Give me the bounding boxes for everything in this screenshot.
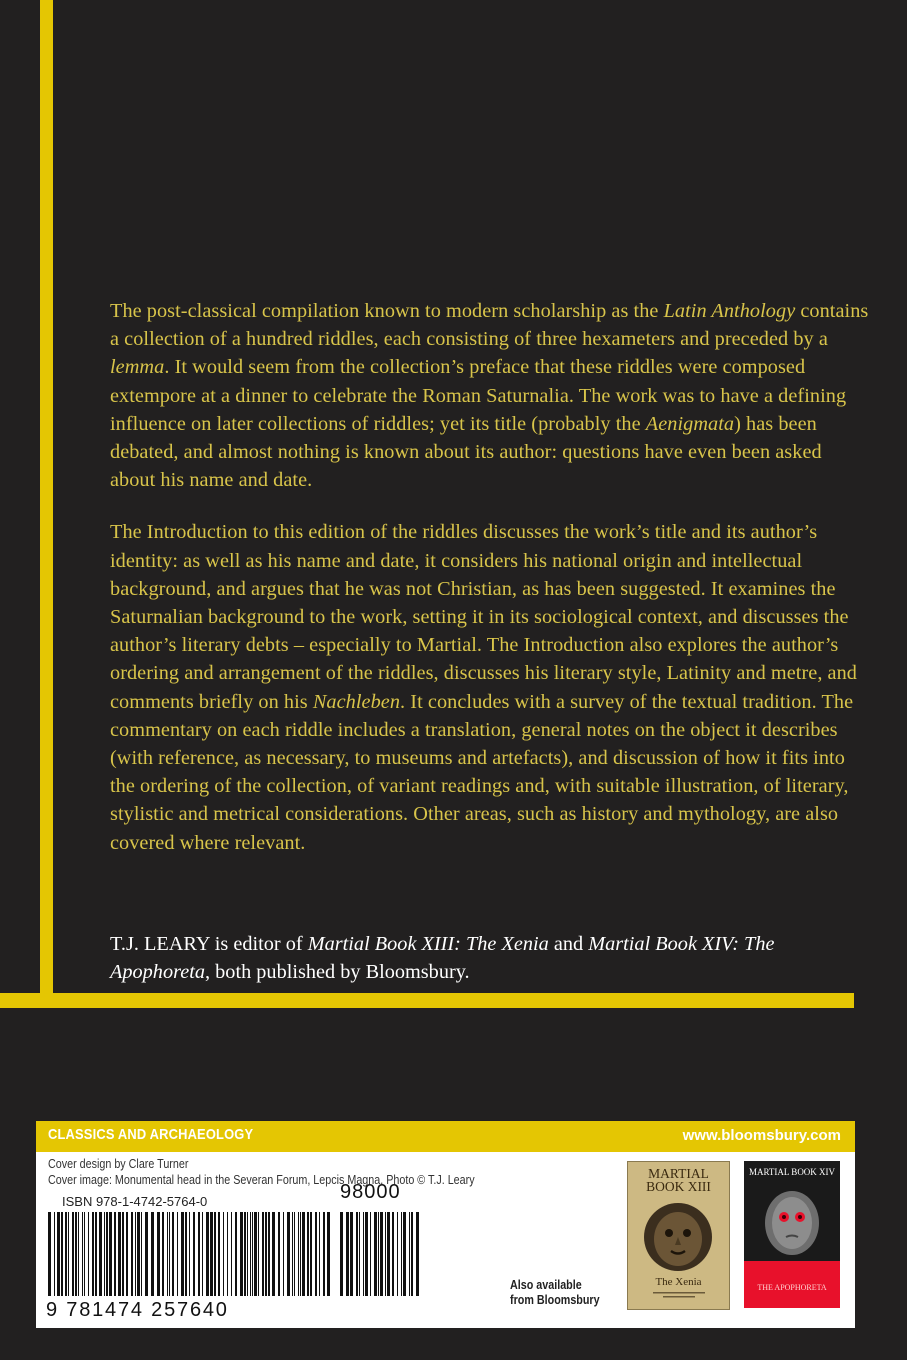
barcode-bar [126,1212,128,1296]
italic-term: lemma [110,356,165,379]
price-barcode-image [338,1212,422,1296]
frame-vertical-bar [40,0,53,1008]
also-available-line-1: Also available [510,1278,582,1292]
barcode-bar [189,1212,190,1296]
text-run: The post-classical compilation known to modern scholarship as the [110,300,664,322]
barcode-bar [327,1212,330,1296]
barcode-bar [202,1212,203,1296]
barcode-bar [72,1212,74,1296]
book-xiii-title-line-2: BOOK XIII [646,1179,711,1194]
barcode-bar [244,1212,246,1296]
barcode-bar [416,1212,419,1296]
barcode-bar [292,1212,293,1296]
text-run: The Introduction to this edition of the riddles discusses the work’s title and its author’s identity: as well as his name and date, it considers his national origin and intellectual background, and argues that he was not Christian, as has been suggested. It examines the Saturnalian background to the work, setting it in its sociological context, and discusses the author’s literary debts – especially to Martial. The Introduction also explores the author’s ordering and arrangement of the riddles, discusses his literary style, Latinity and metre, and comments briefly on his [110,521,857,713]
barcode-bar [378,1212,379,1296]
barcode-bar [137,1212,140,1296]
barcode-bar [141,1212,142,1296]
barcode-bar [374,1212,377,1296]
blurb-paragraph-1 [110,297,870,494]
text-run: . It would seem from the collection’s preface that these riddles were composed extempore at a dinner to celebrate the Roman Saturnalia. The work was to have a defining influence on later collections of riddles; yet its title (probably the [110,356,847,435]
barcode-bar [397,1212,398,1296]
barcode-bar [268,1212,270,1296]
barcode-bar [310,1212,312,1296]
barcode-bar [57,1212,60,1296]
barcode-bar [258,1212,259,1296]
barcode-bar [346,1212,349,1296]
barcode-bar [135,1212,136,1296]
barcode-bar [392,1212,394,1296]
barcode-bar [177,1212,178,1296]
barcode-image [46,1212,332,1296]
book-xiii-subtitle: The Xenia [655,1276,702,1288]
barcode-bar [75,1212,77,1296]
barcode-bar [298,1212,299,1296]
text-run: and [548,933,589,955]
italic-term: Martial Book XIII: The Xenia [307,933,549,955]
barcode-bar [300,1212,301,1296]
barcode-bar [356,1212,358,1296]
barcode-bar [214,1212,216,1296]
barcode-bar [122,1212,124,1296]
barcode-bar [218,1212,220,1296]
barcode-bar [88,1212,89,1296]
barcode-bar [223,1212,224,1296]
barcode-bar [359,1212,360,1296]
text-run: ) has been debated, and almost nothing is known about its author: questions have even been asked about his name and date. [110,412,822,492]
author-bio [110,930,870,986]
barcode-bar [210,1212,213,1296]
category-band [36,1121,855,1152]
barcode-bar [151,1212,154,1296]
barcode-bar [350,1212,353,1296]
barcode-bar [157,1212,160,1296]
barcode-bar [104,1212,105,1296]
barcode-bar [185,1212,187,1296]
blurb [110,297,870,881]
barcode-bar [82,1212,83,1296]
book-cover-martial-xiii[interactable] [627,1161,730,1310]
italic-term: Aenigmata [645,412,735,435]
barcode-bar [193,1212,195,1296]
barcode-bar [78,1212,79,1296]
barcode-bar [65,1212,67,1296]
stone-head-image [756,1183,828,1255]
barcode-bar [278,1212,280,1296]
barcode-bar [283,1212,284,1296]
barcode-bar [48,1212,51,1296]
barcode-bar [247,1212,248,1296]
barcode-bar [403,1212,406,1296]
frame-horizontal-bar [0,993,854,1008]
barcode-bar [61,1212,63,1296]
barcode-bar [167,1212,168,1296]
barcode-bar [250,1212,251,1296]
website-link[interactable]: www.bloomsbury.com [682,1127,841,1144]
book-xiv-subtitle: THE APOPHORETA [757,1283,827,1292]
barcode-bar [385,1212,386,1296]
barcode-bar [340,1212,343,1296]
barcode-bar [114,1212,116,1296]
barcode-bar [206,1212,209,1296]
barcode-bar [95,1212,97,1296]
barcode-bar [240,1212,243,1296]
barcode-bar [235,1212,237,1296]
barcode-bar [319,1212,320,1296]
barcode-bar [131,1212,133,1296]
barcode-bar [302,1212,305,1296]
barcode-bar [162,1212,164,1296]
italic-term: Nachleben [312,690,401,713]
barcode-bar [401,1212,402,1296]
barcode-bar [181,1212,184,1296]
price-code: 98000 [340,1181,401,1203]
barcode-bar [262,1212,264,1296]
category-label: CLASSICS AND ARCHAEOLOGY [48,1126,254,1143]
barcode-bar [68,1212,69,1296]
also-available-note [510,1278,600,1308]
barcode-bar [118,1212,121,1296]
barcode-bar [84,1212,85,1296]
barcode-bar [169,1212,170,1296]
barcode-bar [54,1212,55,1296]
barcode-bar [365,1212,368,1296]
text-run: T.J. LEARY is editor of [110,933,308,955]
isbn: ISBN 978-1-4742-5764-0 [62,1194,208,1209]
text-run: contains a collection of a hundred riddles, each consisting of three hexameters and preceded by a [110,300,869,351]
barcode-bar [272,1212,275,1296]
italic-term: Latin Anthology [663,300,796,322]
barcode-bar [231,1212,232,1296]
barcode-bar [323,1212,325,1296]
barcode-bar [254,1212,257,1296]
cover-image-credit: Cover image: Monumental head in the Severan Forum, Lepcis Magna. Photo © T.J. Leary [48,1173,475,1187]
also-available-line-2: from Bloomsbury [510,1293,600,1307]
barcode-bar [227,1212,228,1296]
barcode-bar [92,1212,94,1296]
back-panel [36,1121,855,1328]
book-xiii-title-line-1: MARTIAL [648,1166,709,1181]
barcode-bar [307,1212,309,1296]
bronze-mask-image [638,1199,718,1275]
barcode-bar [370,1212,371,1296]
barcode-bar [198,1212,200,1296]
italic-term: Martial Book XIV: The Apophoreta [110,933,775,983]
book-xiv-title: MARTIAL BOOK XIV [748,1167,836,1177]
barcode-digits: 9 781474 257640 [46,1299,229,1321]
book-xiii-small-print [628,1290,729,1302]
barcode-bar [252,1212,253,1296]
cover-design-credit: Cover design by Clare Turner [48,1157,189,1171]
barcode-bar [363,1212,364,1296]
barcode-bar [145,1212,148,1296]
blurb-paragraph-2 [110,518,870,856]
barcode-bar [172,1212,174,1296]
barcode-bar [265,1212,267,1296]
barcode-bar [99,1212,102,1296]
barcode-bar [411,1212,413,1296]
barcode-bar [294,1212,295,1296]
barcode-bar [409,1212,410,1296]
barcode-bar [109,1212,112,1296]
barcode-bar [106,1212,108,1296]
book-xiii-title [628,1167,729,1193]
barcode-bar [315,1212,317,1296]
barcode-bar [287,1212,290,1296]
book-cover-martial-xiv[interactable] [744,1161,840,1308]
text-run: , both published by Bloomsbury. [205,961,470,983]
barcode-bar [380,1212,383,1296]
text-run: . It concludes with a survey of the textual tradition. The commentary on each riddle includes a translation, general notes on the object it describes (with reference, as necessary, to museums and artefacts), and discussion of how it fits into the ordering of the collection, of variant readings and, with suitable illustration, of literary, stylistic and metrical considerations. Other areas, such as history and mythology, are also covered where relevant. [110,690,854,854]
barcode-bar [387,1212,390,1296]
